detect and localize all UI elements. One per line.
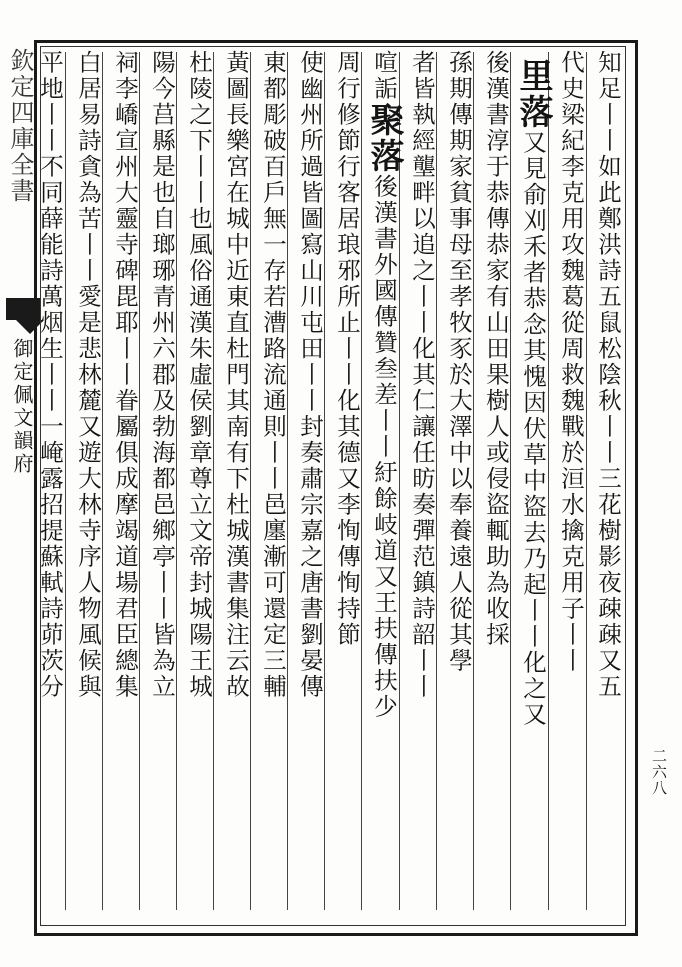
column-text: 周行修節行客居琅邪所止丨丨化其德又李恂傳恂持節 [333,50,361,648]
column-text: 知足丨丨如此鄭洪詩五鼠松陰秋丨丨三花樹影夜疎疎又五 [594,50,622,700]
page-number: 二六八 [650,748,668,796]
column-prefix-text: 喧詬 [370,50,398,102]
text-column-12 [179,50,219,910]
column-text: 後漢書淳于恭傳恭家有山田果樹人或侵盜輒助為收採 [482,50,510,648]
text-column-15 [68,50,108,910]
text-column-9 [290,50,330,910]
text-column-10 [253,50,293,910]
column-text: 者皆執經壟畔以追之丨丨化其仁讓任昉奏彈范鎮詩韶丨丨 [408,50,436,700]
text-column-1 [588,50,628,910]
text-column-3 [513,50,553,918]
column-text: 杜陵之下丨丨也風俗通漢朱虛侯劉章尊立文帝封城陽王城 [185,50,213,700]
column-text: 東都彫破百戶無一存若漕路流通則丨丨邑廛漸可還定三輔 [259,50,287,700]
column-text: 後漢書外國傳贊叁差丨丨紆餘岐道又王扶傳扶少 [370,174,398,720]
column-text: 陽今莒縣是也自瑯琊青州六郡及勃海都邑鄉亭丨丨皆為立 [148,50,176,700]
spine-book-title: 御定佩文韻府 [10,338,34,476]
spine-top-fragment: 欽定四庫全書 [6,48,34,204]
text-column-11 [216,50,256,910]
column-text: 代史梁紀李克用攻魏葛從周救魏戰於洹水擒克用子丨丨 [557,50,585,674]
text-column-8 [327,50,367,910]
column-text: 黃圖長樂宮在城中近東直杜門其南有下杜城漢書集注云故 [222,50,250,700]
text-column-14 [105,50,145,910]
column-text: 又見俞刈禾者恭念其愧因伏草中盜去乃起丨丨化之又 [519,130,547,728]
column-text: 祠李嶠宣州大靈寺碑毘耶丨丨眷屬俱成摩竭道場君臣總集 [111,50,139,700]
column-text: 孫期傳期家貧事母至孝牧豕於大澤中以奉養遠人從其學 [445,50,473,674]
text-column-2 [551,50,591,910]
text-columns [36,50,628,920]
text-column-5 [439,50,479,910]
text-column-6 [402,50,442,910]
text-column-13 [142,50,182,910]
column-text: 使幽州所過皆圖寫山川屯田丨丨封奏肅宗嘉之唐書劉晏傳 [296,50,324,700]
entry-headword: 聚落 [364,102,404,174]
text-column-7 [364,50,404,910]
entry-headword: 里落 [513,58,553,130]
text-column-16 [30,50,70,910]
column-text: 白居易詩貪為苦丨丨愛是悲林麓又遊大林寺序人物風候與 [74,50,102,700]
text-column-4 [476,50,516,910]
column-text: 平地丨丨不同薛能詩萬烟生丨丨一崦露招提蘇軾詩茆茨分 [36,50,64,700]
